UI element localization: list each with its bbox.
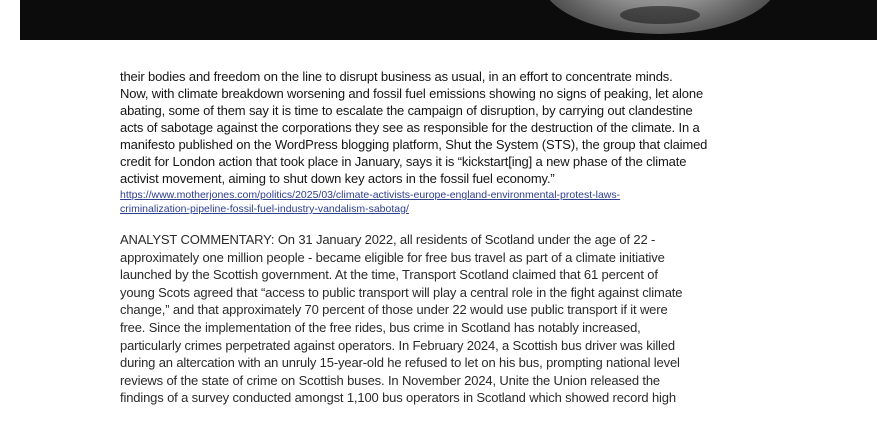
commentary-line: ANALYST COMMENTARY: On 31 January 2022, all residents of Scotland under the age of 22 - bbox=[120, 232, 656, 247]
commentary-line: approximately one million people - became eligible for free bus travel as part of a climate initiative bbox=[120, 249, 665, 265]
article-paragraph bbox=[120, 68, 780, 187]
source-link-line[interactable]: https://www.motherjones.com/politics/2025/03/climate-activists-europe-england-environmental-protest-laws- bbox=[120, 189, 621, 201]
paragraph-line: manifesto published on the WordPress blogging platform, Shut the System (STS), the group that claimed bbox=[120, 137, 708, 152]
paragraph-line: Now, with climate breakdown worsening and fossil fuel emissions showing no signs of peaking, let alone bbox=[120, 86, 704, 101]
analyst-commentary bbox=[120, 231, 780, 407]
globe-shadow bbox=[620, 6, 700, 24]
paragraph-line: acts of sabotage against the corporations they see as responsible for the destruction of the climate. In a bbox=[120, 120, 700, 135]
commentary-line: during an altercation with an unruly 15-year-old he refused to let on his bus, prompting national level bbox=[120, 355, 680, 371]
commentary-line: particularly crimes perpetrated against operators. In February 2024, a Scottish bus driver was killed bbox=[120, 337, 675, 353]
commentary-line: launched by the Scottish government. At the time, Transport Scotland claimed that 61 percent of bbox=[120, 267, 658, 283]
paragraph-line: credit for London action that took place in January, says it is “kickstart[ing] a new phase of the climate bbox=[120, 154, 687, 169]
document-body bbox=[120, 68, 780, 407]
source-link-line[interactable]: criminalization-pipeline-fossil-fuel-industry-vandalism-sabotag/ bbox=[120, 203, 409, 215]
paragraph-line: their bodies and freedom on the line to disrupt business as usual, in an effort to concentrate minds. bbox=[120, 69, 673, 84]
commentary-line: change,” and that approximately 70 percent of those under 22 would use public transport if it were bbox=[120, 302, 668, 318]
paragraph-line: abating, some of them say it is time to escalate the campaign of disruption, by carrying out clandestine bbox=[120, 103, 693, 118]
commentary-line: findings of a survey conducted amongst 1,100 bus operators in Scotland which showed record high bbox=[120, 390, 676, 406]
paragraph-line: activist movement, aiming to shut down key actors in the fossil fuel economy.” bbox=[120, 171, 555, 186]
header-image-banner bbox=[20, 0, 877, 40]
source-link[interactable] bbox=[120, 188, 780, 216]
commentary-line: free. Since the implementation of the free rides, bus crime in Scotland has notably increased, bbox=[120, 319, 641, 335]
commentary-line: young Scots agreed that “access to public transport will play a central role in the fight against climate bbox=[120, 284, 683, 300]
commentary-line: reviews of the state of crime on Scottish buses. In November 2024, Unite the Union released the bbox=[120, 372, 660, 388]
